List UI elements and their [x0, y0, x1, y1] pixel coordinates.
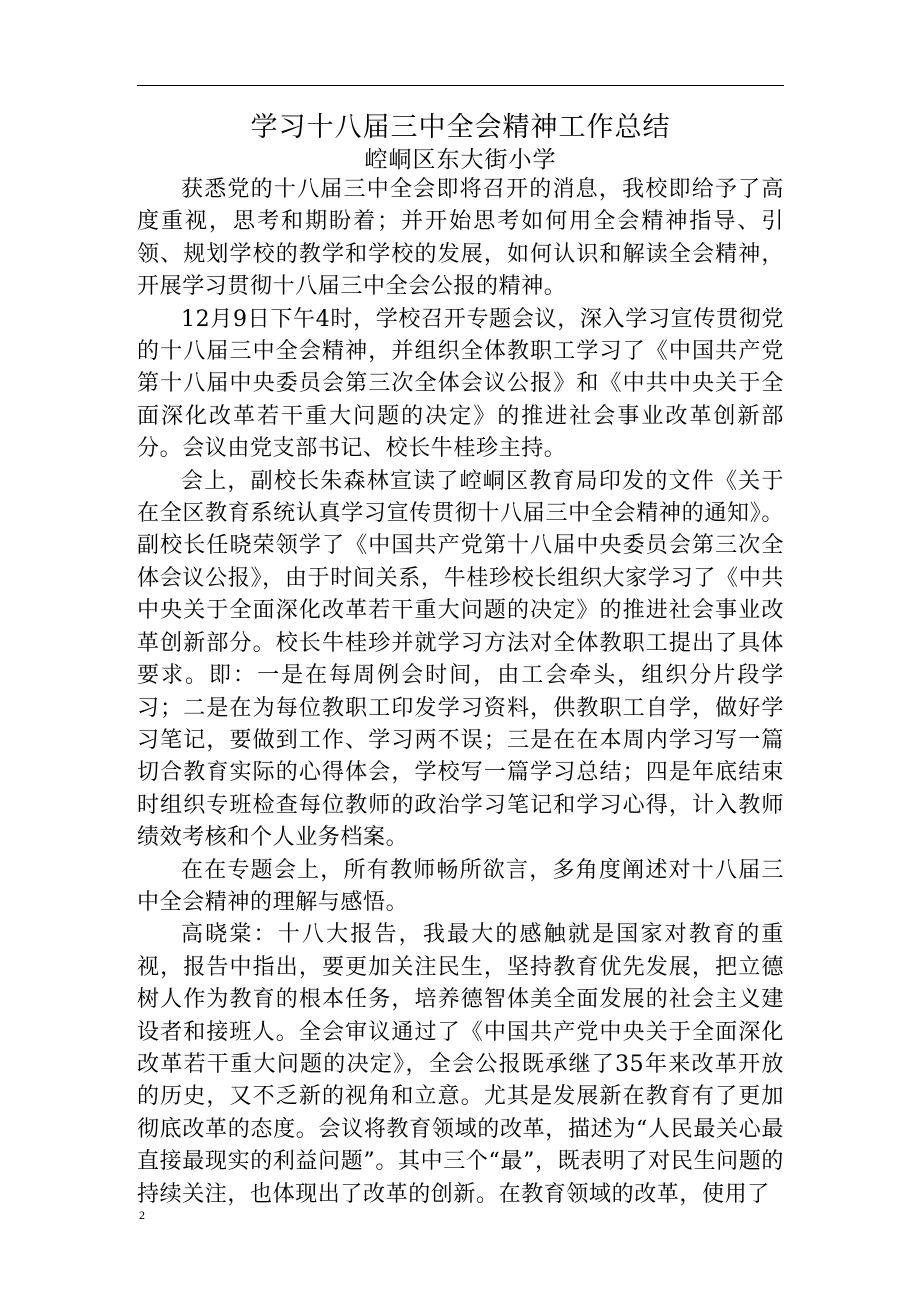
page-number: 2 — [139, 1208, 145, 1222]
document-title: 学习十八届三中全会精神工作总结 — [250, 112, 671, 143]
header-rule — [137, 85, 784, 86]
document-body — [137, 174, 784, 1211]
paragraph: 会上，副校长朱森林宣读了崆峒区教育局印发的文件《关于在全区教育系统认真学习宣传贯彻十八届三中全会精神的通知》。副校长任晓荣领学了《中国共产党第十八届中央委员会第三次全体会议公报》，由于时间关系，牛桂珍校长组织大家学习了《中共中央关于全面深化改革若干重大问题的决定》的推进社会事业改革创新部分。校长牛桂珍并就学习方法对全体教职工提出了具体要求。即：一是在每周例会时间，由工会牵头，组织分片段学习；二是在为每位教职工印发学习资料，供教职工自学，做好学习笔记，要做到工作、学习两不误；三是在在本周内学习写一篇切合教育实际的心得体会，学校写一篇学习总结；四是年底结束时组织专班检查每位教师的政治学习笔记和学习心得，计入教师绩效考核和个人业务档案。 — [137, 468, 784, 851]
paragraph: 获悉党的十八届三中全会即将召开的消息，我校即给予了高度重视，思考和期盼着；并开始思考如何用全会精神指导、引领、规划学校的教学和学校的发展，如何认识和解读全会精神，开展学习贯彻十八届三中全会公报的精神。 — [137, 177, 784, 300]
paragraph: 高晓棠：十八大报告，我最大的感触就是国家对教育的重视，报告中指出，要更加关注民生，坚持教育优先发展，把立德树人作为教育的根本任务，培养德智体美全面发展的社会主义建设者和接班人。全会审议通过了《中国共产党中央关于全面深化改革若干重大问题的决定》，全会公报既承继了35年来改革开放的历史，又不乏新的视角和立意。尤其是发展新在教育有了更加彻底改革的态度。会议将教育领域的改革，描述为“人民最关心最直接最现实的利益问题”。其中三个“最”，既表明了对民生问题的持续关注，也体现出了改革的创新。在教育领域的改革，使用了 — [137, 922, 784, 1207]
paragraph: 在在专题会上，所有教师畅所欲言，多角度阐述对十八届三中全会精神的理解与感悟。 — [137, 857, 784, 915]
paragraph: 12月9日下午4时，学校召开专题会议，深入学习宣传贯彻党的十八届三中全会精神，并组织全体教职工学习了《中国共产党第十八届中央委员会第三次全体会议公报》和《中共中央关于全面深化改革若干重大问题的决定》的推进社会事业改革创新部分。会议由党支部书记、校长牛桂珍主持。 — [137, 306, 784, 462]
document-subtitle: 崆峒区东大街小学 — [364, 147, 557, 173]
